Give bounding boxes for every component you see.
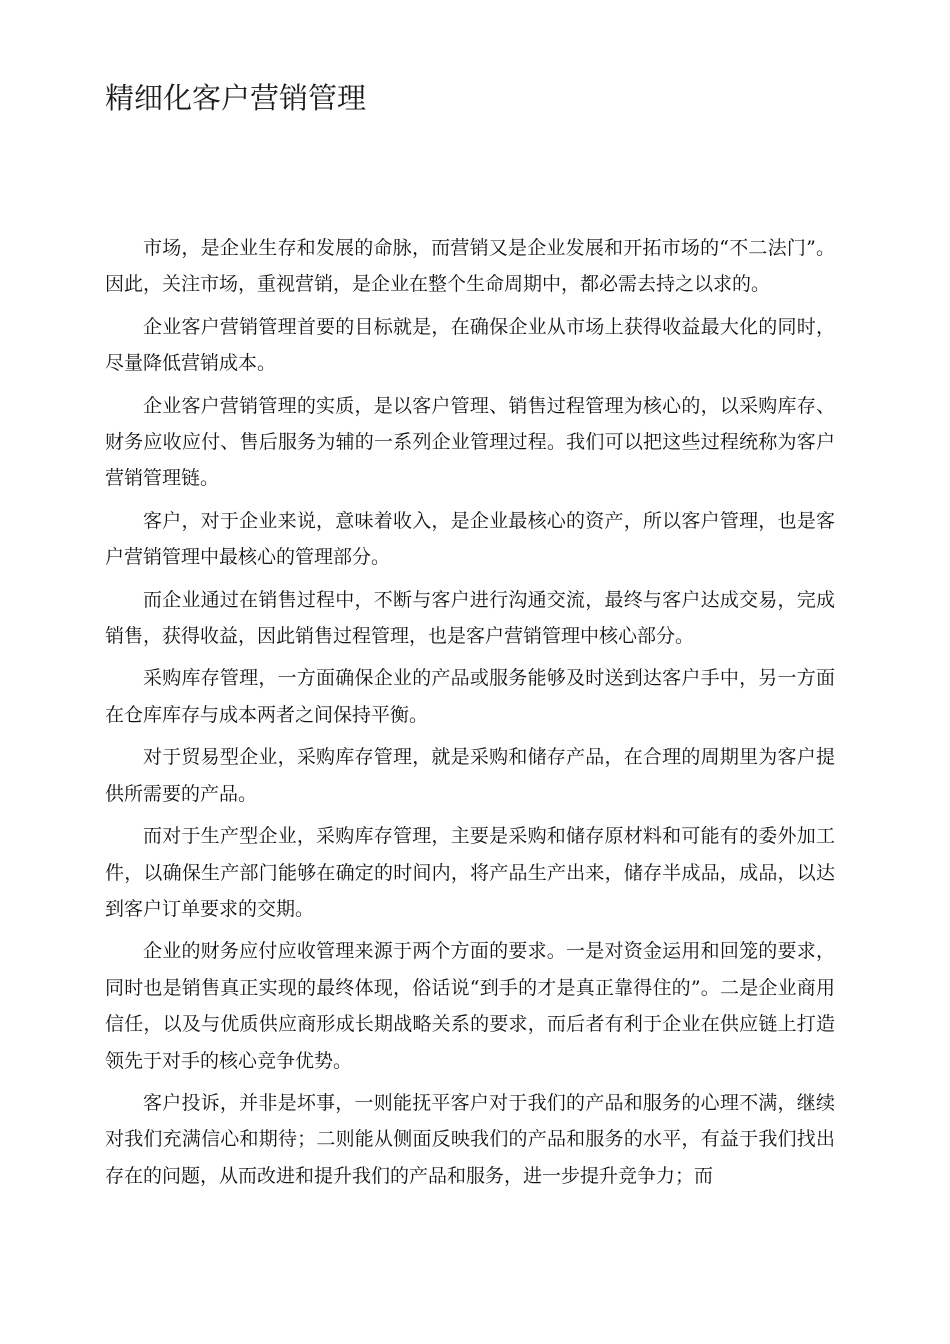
document-title: 精细化客户营销管理 bbox=[105, 81, 367, 115]
paragraph-2: 企业客户营销管理首要的目标就是，在确保企业从市场上获得收益最大化的同时，尽量降低营销成本。 bbox=[105, 315, 835, 375]
document-body bbox=[105, 230, 835, 1200]
paragraph-6: 采购库存管理，一方面确保企业的产品或服务能够及时送到达客户手中，另一方面在仓库库存与成本两者之间保持平衡。 bbox=[105, 667, 835, 726]
paragraph-4: 客户，对于企业来说，意味着收入，是企业最核心的资产，所以客户管理，也是客户营销管理中最核心的管理部分。 bbox=[105, 509, 835, 569]
paragraph-3: 企业客户营销管理的实质，是以客户管理、销售过程管理为核心的，以采购库存、财务应收应付、售后服务为辅的一系列企业管理过程。我们可以把这些过程统称为客户营销管理链。 bbox=[105, 394, 835, 490]
paragraph-5: 而企业通过在销售过程中，不断与客户进行沟通交流，最终与客户达成交易，完成销售，获得收益，因此销售过程管理，也是客户营销管理中核心部分。 bbox=[105, 588, 835, 648]
paragraph-9: 企业的财务应付应收管理来源于两个方面的要求。一是对资金运用和回笼的要求，同时也是销售真正实现的最终体现，俗话说“到手的才是真正靠得住的”。二是企业商用信任，以及与优质供应商形成长期战略关系的要求，而后者有利于企业在供应链上打造领先于对手的核心竞争优势。 bbox=[105, 940, 835, 1072]
paragraph-1: 市场，是企业生存和发展的命脉，而营销又是企业发展和开拓市场的“不二法门”。因此，关注市场，重视营销，是企业在整个生命周期中，都必需去持之以求的。 bbox=[105, 237, 835, 296]
paragraph-8: 而对于生产型企业，采购库存管理，主要是采购和储存原材料和可能有的委外加工件，以确保生产部门能够在确定的时间内，将产品生产出来，储存半成品，成品，以达到客户订单要求的交期。 bbox=[105, 825, 835, 920]
paragraph-10: 客户投诉，并非是坏事，一则能抚平客户对于我们的产品和服务的心理不满，继续对我们充满信心和期待；二则能从侧面反映我们的产品和服务的水平，有益于我们找出存在的问题，从而改进和提升我们的产品和服务，进一步提升竞争力；而 bbox=[105, 1091, 835, 1187]
paragraph-7: 对于贸易型企业，采购库存管理，就是采购和储存产品，在合理的周期里为客户提供所需要的产品。 bbox=[105, 746, 835, 805]
